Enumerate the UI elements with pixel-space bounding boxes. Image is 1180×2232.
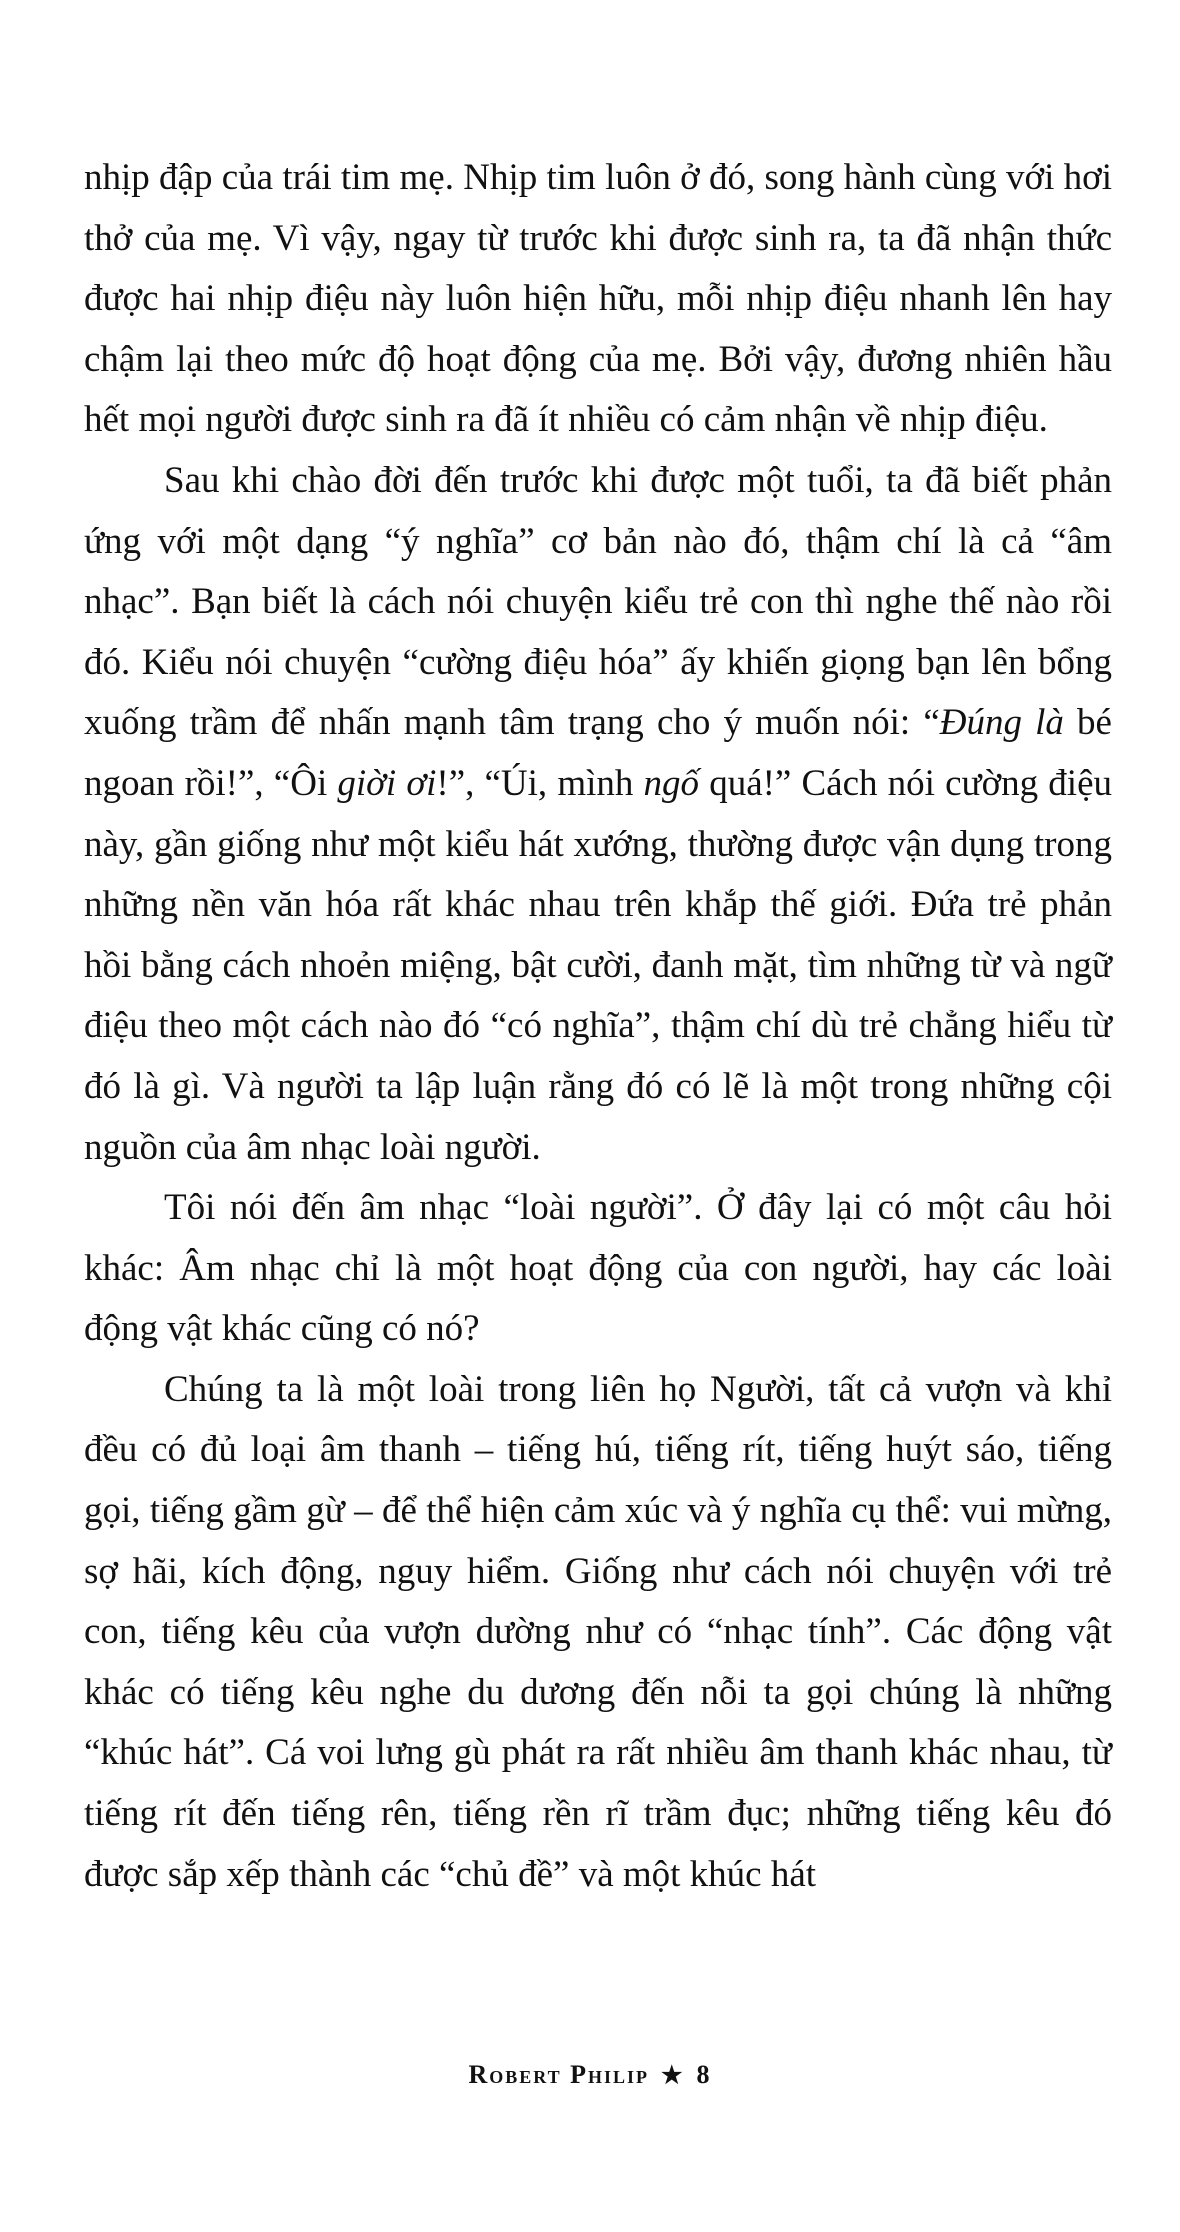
text-segment: !”, “Úi, mình [436, 762, 644, 804]
italic-text-segment: ngố [643, 762, 700, 804]
text-segment: nhịp đập của trái tim mẹ. Nhịp tim luôn ở đó, song hành cùng với hơi thở của mẹ. Vì vậy, ngay từ trước khi được sinh ra, ta đã nhận thức được hai nhịp điệu này luôn hiện hữu, mỗi nhịp điệu nhanh lên hay chậm lại theo mức độ hoạt động của mẹ. Bởi vậy, đương nhiên hầu hết mọi người được sinh ra đã ít nhiều có cảm nhận về nhịp điệu. [84, 157, 1112, 441]
text-segment: quá!” Cách nói cường điệu này, gần giống như một kiểu hát xướng, thường được vận dụng trong những nền văn hóa rất khác nhau trên khắp thế giới. Đứa trẻ phản hồi bằng cách nhoẻn miệng, bật cười, đanh mặt, tìm những từ và ngữ điệu theo một cách nào đó “có nghĩa”, thậm chí dù trẻ chẳng hiểu từ đó là gì. Và người ta lập luận rằng đó có lẽ là một trong những cội nguồn của âm nhạc loài người. [84, 762, 1112, 1168]
paragraph-2 [84, 451, 1112, 1178]
body-text [84, 148, 1112, 1905]
page-footer [0, 2060, 1180, 2090]
page-number: 8 [696, 2060, 712, 2089]
star-icon: ★ [661, 2063, 685, 2089]
paragraph-4 [84, 1360, 1112, 1905]
text-segment: Chúng ta là một loài trong liên họ Người, tất cả vượn và khỉ đều có đủ loại âm thanh – tiếng hú, tiếng rít, tiếng huýt sáo, tiếng gọi, tiếng gầm gừ – để thể hiện cảm xúc và ý nghĩa cụ thể: vui mừng, sợ hãi, kích động, nguy hiểm. Giống như cách nói chuyện với trẻ con, tiếng kêu của vượn dường như có “nhạc tính”. Các động vật khác có tiếng kêu nghe du dương đến nỗi ta gọi chúng là những “khúc hát”. Cá voi lưng gù phát ra rất nhiều âm thanh khác nhau, từ tiếng rít đến tiếng rên, tiếng rền rĩ trầm đục; những tiếng kêu đó được sắp xếp thành các “chủ đề” và một khúc hát [84, 1368, 1112, 1895]
text-segment: bé ngoan rồi!”, “Ôi [84, 702, 1112, 804]
text-segment: Tôi nói đến âm nhạc “loài người”. Ở đây lại có một câu hỏi khác: Âm nhạc chỉ là một hoạt động của con người, hay các loài động vật khác cũng có nó? [84, 1187, 1112, 1350]
footer-author: Robert Philip [468, 2060, 650, 2089]
paragraph-1 [84, 148, 1112, 451]
italic-text-segment: giời ơi [337, 762, 437, 804]
text-segment: Sau khi chào đời đến trước khi được một tuổi, ta đã biết phản ứng với một dạng “ý nghĩa” cơ bản nào đó, thậm chí là cả “âm nhạc”. Bạn biết là cách nói chuyện kiểu trẻ con thì nghe thế nào rồi đó. Kiểu nói chuyện “cường điệu hóa” ấy khiến giọng bạn lên bổng xuống trầm để nhấn mạnh tâm trạng cho ý muốn nói: “ [84, 459, 1112, 744]
paragraph-3 [84, 1178, 1112, 1360]
italic-text-segment: Đúng là [939, 702, 1064, 744]
